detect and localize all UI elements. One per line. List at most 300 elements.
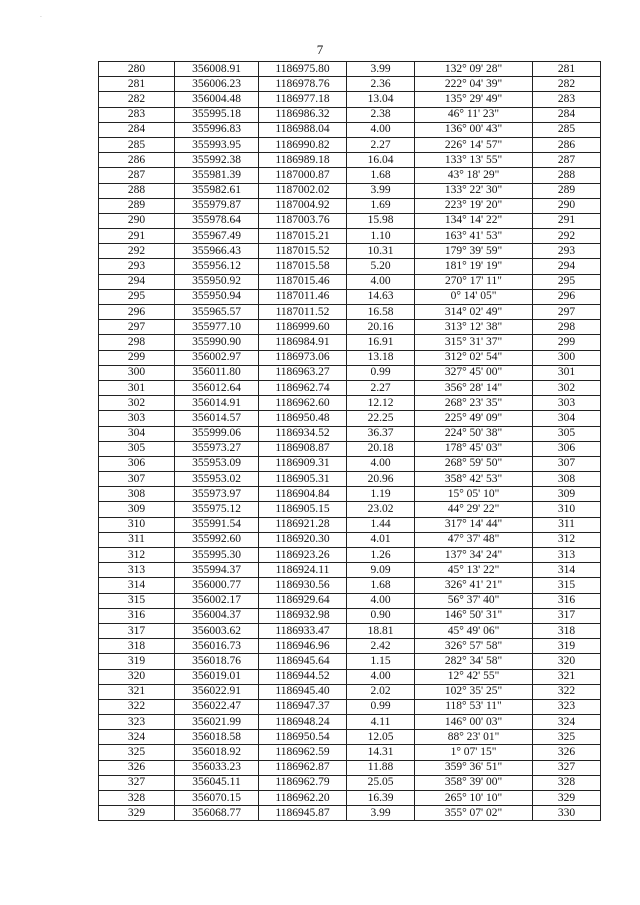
bearing-cell: 326° 57' 58" <box>415 639 533 654</box>
x-coordinate-cell: 356008.91 <box>175 62 259 77</box>
y-coordinate-cell: 1186962.87 <box>259 760 347 775</box>
y-coordinate-cell: 1186923.26 <box>259 548 347 563</box>
next-point-cell: 316 <box>533 593 601 608</box>
table-row <box>99 274 601 289</box>
next-point-cell: 287 <box>533 153 601 168</box>
point-number-cell: 323 <box>99 715 175 730</box>
point-number-cell: 285 <box>99 137 175 152</box>
y-coordinate-cell: 1186962.20 <box>259 791 347 806</box>
y-coordinate-cell: 1186945.87 <box>259 806 347 821</box>
distance-cell: 1.68 <box>347 578 415 593</box>
table-row <box>99 92 601 107</box>
x-coordinate-cell: 356002.97 <box>175 350 259 365</box>
y-coordinate-cell: 1186933.47 <box>259 623 347 638</box>
distance-cell: 16.91 <box>347 335 415 350</box>
x-coordinate-cell: 355981.39 <box>175 168 259 183</box>
point-number-cell: 304 <box>99 426 175 441</box>
distance-cell: 22.25 <box>347 411 415 426</box>
table-row <box>99 456 601 471</box>
table-row <box>99 305 601 320</box>
table-row <box>99 715 601 730</box>
point-number-cell: 311 <box>99 532 175 547</box>
x-coordinate-cell: 356014.91 <box>175 396 259 411</box>
distance-cell: 14.31 <box>347 745 415 760</box>
bearing-cell: 326° 41' 21" <box>415 578 533 593</box>
y-coordinate-cell: 1186962.59 <box>259 745 347 760</box>
bearing-cell: 12° 42' 55" <box>415 669 533 684</box>
table-row <box>99 532 601 547</box>
point-number-cell: 281 <box>99 77 175 92</box>
next-point-cell: 284 <box>533 107 601 122</box>
bearing-cell: 178° 45' 03" <box>415 441 533 456</box>
distance-cell: 4.00 <box>347 122 415 137</box>
point-number-cell: 314 <box>99 578 175 593</box>
bearing-cell: 46° 11' 23" <box>415 107 533 122</box>
point-number-cell: 282 <box>99 92 175 107</box>
distance-cell: 5.20 <box>347 259 415 274</box>
y-coordinate-cell: 1186905.15 <box>259 502 347 517</box>
table-row <box>99 411 601 426</box>
next-point-cell: 312 <box>533 532 601 547</box>
distance-cell: 13.18 <box>347 350 415 365</box>
y-coordinate-cell: 1186945.40 <box>259 684 347 699</box>
point-number-cell: 313 <box>99 563 175 578</box>
table-row <box>99 396 601 411</box>
bearing-cell: 134° 14' 22" <box>415 213 533 228</box>
y-coordinate-cell: 1187015.52 <box>259 244 347 259</box>
table-row <box>99 654 601 669</box>
next-point-cell: 304 <box>533 411 601 426</box>
distance-cell: 13.04 <box>347 92 415 107</box>
point-number-cell: 306 <box>99 456 175 471</box>
next-point-cell: 283 <box>533 92 601 107</box>
y-coordinate-cell: 1186989.18 <box>259 153 347 168</box>
y-coordinate-cell: 1186962.60 <box>259 396 347 411</box>
next-point-cell: 309 <box>533 487 601 502</box>
distance-cell: 20.16 <box>347 320 415 335</box>
x-coordinate-cell: 355999.06 <box>175 426 259 441</box>
bearing-cell: 268° 23' 35" <box>415 396 533 411</box>
y-coordinate-cell: 1187004.92 <box>259 198 347 213</box>
point-number-cell: 309 <box>99 502 175 517</box>
x-coordinate-cell: 355950.92 <box>175 274 259 289</box>
bearing-cell: 265° 10' 10" <box>415 791 533 806</box>
bearing-cell: 1° 07' 15" <box>415 745 533 760</box>
point-number-cell: 303 <box>99 411 175 426</box>
table-row <box>99 137 601 152</box>
x-coordinate-cell: 355995.18 <box>175 107 259 122</box>
x-coordinate-cell: 356004.37 <box>175 608 259 623</box>
y-coordinate-cell: 1186905.31 <box>259 472 347 487</box>
y-coordinate-cell: 1186934.52 <box>259 426 347 441</box>
x-coordinate-cell: 355953.09 <box>175 456 259 471</box>
x-coordinate-cell: 356003.62 <box>175 623 259 638</box>
x-coordinate-cell: 356004.48 <box>175 92 259 107</box>
table-row <box>99 730 601 745</box>
bearing-cell: 44° 29' 22" <box>415 502 533 517</box>
distance-cell: 1.15 <box>347 654 415 669</box>
y-coordinate-cell: 1186904.84 <box>259 487 347 502</box>
table-row <box>99 623 601 638</box>
y-coordinate-cell: 1186945.64 <box>259 654 347 669</box>
next-point-cell: 330 <box>533 806 601 821</box>
next-point-cell: 310 <box>533 502 601 517</box>
next-point-cell: 325 <box>533 730 601 745</box>
table-row <box>99 608 601 623</box>
distance-cell: 12.12 <box>347 396 415 411</box>
next-point-cell: 282 <box>533 77 601 92</box>
y-coordinate-cell: 1187011.52 <box>259 305 347 320</box>
distance-cell: 4.11 <box>347 715 415 730</box>
x-coordinate-cell: 356000.77 <box>175 578 259 593</box>
point-number-cell: 307 <box>99 472 175 487</box>
next-point-cell: 286 <box>533 137 601 152</box>
next-point-cell: 291 <box>533 213 601 228</box>
table-row <box>99 441 601 456</box>
x-coordinate-cell: 356012.64 <box>175 380 259 395</box>
x-coordinate-cell: 355965.57 <box>175 305 259 320</box>
point-number-cell: 319 <box>99 654 175 669</box>
bearing-cell: 45° 49' 06" <box>415 623 533 638</box>
point-number-cell: 308 <box>99 487 175 502</box>
x-coordinate-cell: 355975.12 <box>175 502 259 517</box>
table-row <box>99 669 601 684</box>
table-row <box>99 578 601 593</box>
bearing-cell: 88° 23' 01" <box>415 730 533 745</box>
next-point-cell: 299 <box>533 335 601 350</box>
point-number-cell: 321 <box>99 684 175 699</box>
y-coordinate-cell: 1187000.87 <box>259 168 347 183</box>
x-coordinate-cell: 355966.43 <box>175 244 259 259</box>
bearing-cell: 43° 18' 29" <box>415 168 533 183</box>
distance-cell: 10.31 <box>347 244 415 259</box>
x-coordinate-cell: 355950.94 <box>175 289 259 304</box>
distance-cell: 25.05 <box>347 775 415 790</box>
x-coordinate-cell: 355953.02 <box>175 472 259 487</box>
bearing-cell: 132° 09' 28" <box>415 62 533 77</box>
y-coordinate-cell: 1186975.80 <box>259 62 347 77</box>
x-coordinate-cell: 355956.12 <box>175 259 259 274</box>
bearing-cell: 314° 02' 49" <box>415 305 533 320</box>
distance-cell: 4.00 <box>347 274 415 289</box>
page-number: 7 <box>316 42 324 57</box>
distance-cell: 11.88 <box>347 760 415 775</box>
next-point-cell: 311 <box>533 517 601 532</box>
distance-cell: 2.27 <box>347 137 415 152</box>
point-number-cell: 294 <box>99 274 175 289</box>
bearing-cell: 358° 42' 53" <box>415 472 533 487</box>
point-number-cell: 300 <box>99 365 175 380</box>
next-point-cell: 318 <box>533 623 601 638</box>
next-point-cell: 290 <box>533 198 601 213</box>
distance-cell: 18.81 <box>347 623 415 638</box>
y-coordinate-cell: 1187003.76 <box>259 213 347 228</box>
y-coordinate-cell: 1187011.46 <box>259 289 347 304</box>
next-point-cell: 292 <box>533 229 601 244</box>
x-coordinate-cell: 356033.23 <box>175 760 259 775</box>
point-number-cell: 326 <box>99 760 175 775</box>
bearing-cell: 133° 22' 30" <box>415 183 533 198</box>
x-coordinate-cell: 356018.76 <box>175 654 259 669</box>
next-point-cell: 305 <box>533 426 601 441</box>
next-point-cell: 322 <box>533 684 601 699</box>
table-row <box>99 487 601 502</box>
distance-cell: 2.36 <box>347 77 415 92</box>
x-coordinate-cell: 355979.87 <box>175 198 259 213</box>
bearing-cell: 282° 34' 58" <box>415 654 533 669</box>
point-number-cell: 298 <box>99 335 175 350</box>
next-point-cell: 295 <box>533 274 601 289</box>
x-coordinate-cell: 355990.90 <box>175 335 259 350</box>
y-coordinate-cell: 1186929.64 <box>259 593 347 608</box>
x-coordinate-cell: 355995.30 <box>175 548 259 563</box>
table-row <box>99 791 601 806</box>
table-row <box>99 62 601 77</box>
distance-cell: 3.99 <box>347 183 415 198</box>
point-number-cell: 297 <box>99 320 175 335</box>
next-point-cell: 296 <box>533 289 601 304</box>
x-coordinate-cell: 356070.15 <box>175 791 259 806</box>
x-coordinate-cell: 355991.54 <box>175 517 259 532</box>
distance-cell: 1.10 <box>347 229 415 244</box>
bearing-cell: 146° 00' 03" <box>415 715 533 730</box>
y-coordinate-cell: 1186986.32 <box>259 107 347 122</box>
point-number-cell: 327 <box>99 775 175 790</box>
bearing-cell: 225° 49' 09" <box>415 411 533 426</box>
distance-cell: 1.44 <box>347 517 415 532</box>
table-row <box>99 107 601 122</box>
distance-cell: 1.69 <box>347 198 415 213</box>
y-coordinate-cell: 1186946.96 <box>259 639 347 654</box>
table-row <box>99 745 601 760</box>
y-coordinate-cell: 1186973.06 <box>259 350 347 365</box>
y-coordinate-cell: 1186963.27 <box>259 365 347 380</box>
next-point-cell: 320 <box>533 654 601 669</box>
distance-cell: 2.02 <box>347 684 415 699</box>
y-coordinate-cell: 1186962.79 <box>259 775 347 790</box>
x-coordinate-cell: 355977.10 <box>175 320 259 335</box>
next-point-cell: 303 <box>533 396 601 411</box>
bearing-cell: 226° 14' 57" <box>415 137 533 152</box>
next-point-cell: 314 <box>533 563 601 578</box>
point-number-cell: 299 <box>99 350 175 365</box>
bearing-cell: 146° 50' 31" <box>415 608 533 623</box>
table-row <box>99 593 601 608</box>
next-point-cell: 326 <box>533 745 601 760</box>
point-number-cell: 292 <box>99 244 175 259</box>
table-row <box>99 168 601 183</box>
point-number-cell: 320 <box>99 669 175 684</box>
bearing-cell: 312° 02' 54" <box>415 350 533 365</box>
next-point-cell: 289 <box>533 183 601 198</box>
table-row <box>99 289 601 304</box>
x-coordinate-cell: 356018.58 <box>175 730 259 745</box>
bearing-cell: 45° 13' 22" <box>415 563 533 578</box>
next-point-cell: 321 <box>533 669 601 684</box>
point-number-cell: 290 <box>99 213 175 228</box>
distance-cell: 16.39 <box>347 791 415 806</box>
x-coordinate-cell: 355982.61 <box>175 183 259 198</box>
x-coordinate-cell: 355996.83 <box>175 122 259 137</box>
table-row <box>99 320 601 335</box>
table-row <box>99 548 601 563</box>
next-point-cell: 288 <box>533 168 601 183</box>
y-coordinate-cell: 1186948.24 <box>259 715 347 730</box>
x-coordinate-cell: 355973.97 <box>175 487 259 502</box>
table-row <box>99 365 601 380</box>
y-coordinate-cell: 1186962.74 <box>259 380 347 395</box>
x-coordinate-cell: 356011.80 <box>175 365 259 380</box>
bearing-cell: 358° 39' 00" <box>415 775 533 790</box>
distance-cell: 2.42 <box>347 639 415 654</box>
bearing-cell: 224° 50' 38" <box>415 426 533 441</box>
y-coordinate-cell: 1187002.02 <box>259 183 347 198</box>
table-row <box>99 639 601 654</box>
y-coordinate-cell: 1186978.76 <box>259 77 347 92</box>
y-coordinate-cell: 1186920.30 <box>259 532 347 547</box>
x-coordinate-cell: 356045.11 <box>175 775 259 790</box>
next-point-cell: 323 <box>533 699 601 714</box>
y-coordinate-cell: 1186977.18 <box>259 92 347 107</box>
bearing-cell: 163° 41' 53" <box>415 229 533 244</box>
bearing-cell: 179° 39' 59" <box>415 244 533 259</box>
y-coordinate-cell: 1186950.48 <box>259 411 347 426</box>
distance-cell: 1.26 <box>347 548 415 563</box>
next-point-cell: 306 <box>533 441 601 456</box>
bearing-cell: 181° 19' 19" <box>415 259 533 274</box>
x-coordinate-cell: 356022.91 <box>175 684 259 699</box>
distance-cell: 4.00 <box>347 593 415 608</box>
bearing-cell: 356° 28' 14" <box>415 380 533 395</box>
table-row <box>99 122 601 137</box>
table-row <box>99 213 601 228</box>
distance-cell: 20.96 <box>347 472 415 487</box>
bearing-cell: 102° 35' 25" <box>415 684 533 699</box>
bearing-cell: 135° 29' 49" <box>415 92 533 107</box>
x-coordinate-cell: 356019.01 <box>175 669 259 684</box>
point-number-cell: 280 <box>99 62 175 77</box>
table-row <box>99 502 601 517</box>
x-coordinate-cell: 355992.38 <box>175 153 259 168</box>
table-row <box>99 229 601 244</box>
next-point-cell: 285 <box>533 122 601 137</box>
bearing-cell: 136° 00' 43" <box>415 122 533 137</box>
coordinates-table <box>98 61 601 821</box>
table-row <box>99 183 601 198</box>
y-coordinate-cell: 1186930.56 <box>259 578 347 593</box>
bearing-cell: 327° 45' 00" <box>415 365 533 380</box>
bearing-cell: 118° 53' 11" <box>415 699 533 714</box>
table-row <box>99 563 601 578</box>
table-row <box>99 472 601 487</box>
distance-cell: 3.99 <box>347 62 415 77</box>
distance-cell: 1.19 <box>347 487 415 502</box>
bearing-cell: 268° 59' 50" <box>415 456 533 471</box>
bearing-cell: 315° 31' 37" <box>415 335 533 350</box>
table-row <box>99 684 601 699</box>
distance-cell: 2.38 <box>347 107 415 122</box>
next-point-cell: 328 <box>533 775 601 790</box>
point-number-cell: 324 <box>99 730 175 745</box>
point-number-cell: 296 <box>99 305 175 320</box>
distance-cell: 12.05 <box>347 730 415 745</box>
table-row <box>99 426 601 441</box>
table-row <box>99 699 601 714</box>
y-coordinate-cell: 1186932.98 <box>259 608 347 623</box>
next-point-cell: 300 <box>533 350 601 365</box>
point-number-cell: 302 <box>99 396 175 411</box>
point-number-cell: 328 <box>99 791 175 806</box>
point-number-cell: 310 <box>99 517 175 532</box>
next-point-cell: 297 <box>533 305 601 320</box>
y-coordinate-cell: 1186984.91 <box>259 335 347 350</box>
next-point-cell: 302 <box>533 380 601 395</box>
point-number-cell: 295 <box>99 289 175 304</box>
y-coordinate-cell: 1186988.04 <box>259 122 347 137</box>
x-coordinate-cell: 356022.47 <box>175 699 259 714</box>
y-coordinate-cell: 1187015.21 <box>259 229 347 244</box>
x-coordinate-cell: 356014.57 <box>175 411 259 426</box>
next-point-cell: 313 <box>533 548 601 563</box>
distance-cell: 4.00 <box>347 669 415 684</box>
point-number-cell: 329 <box>99 806 175 821</box>
table-row <box>99 760 601 775</box>
y-coordinate-cell: 1187015.58 <box>259 259 347 274</box>
point-number-cell: 283 <box>99 107 175 122</box>
distance-cell: 16.04 <box>347 153 415 168</box>
next-point-cell: 281 <box>533 62 601 77</box>
distance-cell: 16.58 <box>347 305 415 320</box>
table-row <box>99 259 601 274</box>
x-coordinate-cell: 356018.92 <box>175 745 259 760</box>
point-number-cell: 312 <box>99 548 175 563</box>
bearing-cell: 355° 07' 02" <box>415 806 533 821</box>
distance-cell: 0.99 <box>347 699 415 714</box>
bearing-cell: 56° 37' 40" <box>415 593 533 608</box>
point-number-cell: 289 <box>99 198 175 213</box>
distance-cell: 14.63 <box>347 289 415 304</box>
point-number-cell: 322 <box>99 699 175 714</box>
y-coordinate-cell: 1186947.37 <box>259 699 347 714</box>
y-coordinate-cell: 1186944.52 <box>259 669 347 684</box>
bearing-cell: 222° 04' 39" <box>415 77 533 92</box>
y-coordinate-cell: 1186908.87 <box>259 441 347 456</box>
table-row <box>99 775 601 790</box>
bearing-cell: 317° 14' 44" <box>415 517 533 532</box>
table-row <box>99 244 601 259</box>
table-row <box>99 517 601 532</box>
x-coordinate-cell: 356002.17 <box>175 593 259 608</box>
distance-cell: 1.68 <box>347 168 415 183</box>
next-point-cell: 294 <box>533 259 601 274</box>
x-coordinate-cell: 356021.99 <box>175 715 259 730</box>
point-number-cell: 287 <box>99 168 175 183</box>
y-coordinate-cell: 1187015.46 <box>259 274 347 289</box>
distance-cell: 3.99 <box>347 806 415 821</box>
bearing-cell: 270° 17' 11" <box>415 274 533 289</box>
point-number-cell: 305 <box>99 441 175 456</box>
distance-cell: 15.98 <box>347 213 415 228</box>
table-row <box>99 77 601 92</box>
next-point-cell: 307 <box>533 456 601 471</box>
distance-cell: 36.37 <box>347 426 415 441</box>
distance-cell: 9.09 <box>347 563 415 578</box>
next-point-cell: 319 <box>533 639 601 654</box>
bearing-cell: 359° 36' 51" <box>415 760 533 775</box>
bearing-cell: 313° 12' 38" <box>415 320 533 335</box>
distance-cell: 4.00 <box>347 456 415 471</box>
bearing-cell: 47° 37' 48" <box>415 532 533 547</box>
